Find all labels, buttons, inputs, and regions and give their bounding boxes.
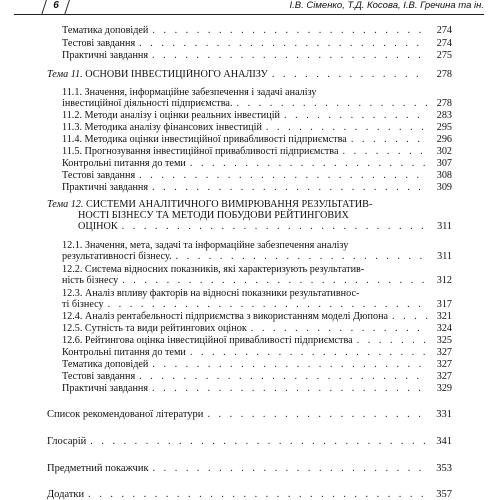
toc-entry-glossary[interactable] (47, 436, 452, 447)
toc-entry-title: Список рекомендованої літератури (47, 409, 204, 420)
toc-entry-page: 307 (436, 158, 452, 169)
toc-entry-title: ті бізнесу (62, 299, 104, 310)
toc-entry[interactable] (62, 146, 452, 157)
toc-entry[interactable] (62, 134, 452, 145)
running-head-authors: І.В. Сіменко, Т.Д. Косова, І.В. Гречина та ін. (289, 0, 484, 11)
toc-entry[interactable] (62, 359, 452, 370)
page-header (14, 0, 484, 15)
toc-entry-page: 312 (436, 275, 452, 286)
toc-entry-page: 327 (436, 359, 452, 370)
toc-entry[interactable] (62, 182, 452, 193)
toc-leader-dots (357, 335, 428, 346)
toc-entry[interactable] (62, 323, 452, 334)
toc-leader-dots (122, 221, 428, 232)
toc-entry-bibliography[interactable] (47, 409, 452, 420)
toc-entry-page: 353 (436, 463, 452, 474)
page-number-box (41, 0, 71, 15)
toc-leader-dots (139, 38, 428, 49)
toc-entry[interactable] (62, 25, 452, 36)
toc-leader-dots (190, 158, 428, 169)
toc-leader-dots (207, 409, 428, 420)
toc-entry-title: 11.3. Методика аналізу фінансових інвестицій (62, 122, 262, 133)
toc-entry-title: 11.2. Методи аналізу і оцінки реальних інвестицій (62, 110, 280, 121)
toc-entry[interactable] (62, 251, 452, 262)
toc-leader-dots (153, 463, 428, 474)
toc-entry[interactable] (62, 299, 452, 310)
toc-leader-dots (139, 170, 428, 181)
toc-leader-dots (90, 436, 428, 447)
theme-12-label: Тема 12. (47, 199, 84, 210)
toc-entry[interactable] (62, 98, 452, 109)
toc-entry-title: Тестові завдання (62, 170, 136, 181)
toc-entry[interactable] (62, 371, 452, 382)
toc-entry-title: Практичні завдання (62, 182, 149, 193)
toc-entry-title: Тематика доповідей (62, 25, 149, 36)
toc-leader-dots (152, 25, 428, 36)
toc-entry-page: 317 (436, 299, 452, 310)
toc-entry-title: Практичні завдання (62, 50, 149, 61)
toc-entry-title: Тестові завдання (62, 38, 136, 49)
toc-entry-page: 309 (436, 182, 452, 193)
toc-entry-title: 12.4. Аналіз рентабельності підприємства з використанням моделі Дюпона (62, 311, 389, 322)
toc-entry-title: ність бізнесу (62, 275, 119, 286)
toc-entry-title: Предметний покажчик (47, 463, 149, 474)
toc-entry-title: результативності бізнесу. (62, 251, 172, 262)
toc-entry-page: 357 (436, 489, 452, 500)
toc-entry-page: 311 (437, 251, 452, 262)
toc-entry-title: Глосарій (47, 436, 87, 447)
toc-entry-page: 327 (436, 371, 452, 382)
toc-entry-subject-index[interactable] (47, 463, 452, 474)
theme-12-heading-line1[interactable] (47, 199, 372, 210)
toc-leader-dots (176, 251, 428, 262)
toc-leader-dots (251, 323, 428, 334)
toc-entry-page: 324 (436, 323, 452, 334)
toc-leader-dots (152, 359, 428, 370)
toc-entry[interactable] (62, 50, 452, 61)
toc-entry[interactable] (62, 347, 452, 358)
toc-entry[interactable] (62, 110, 452, 121)
theme-12-page: 311 (437, 221, 452, 232)
toc-entry-page: 302 (436, 146, 452, 157)
toc-entry-page: 295 (436, 122, 452, 133)
toc-leader-dots (343, 146, 429, 157)
toc-leader-dots (190, 347, 428, 358)
toc-entry-title: Практичні завдання (62, 383, 149, 394)
toc-leader-dots (152, 383, 428, 394)
theme-11-title: ОСНОВИ ІНВЕСТИЦІЙНОГО АНАЛІЗУ (85, 69, 268, 80)
toc-entry-title: Тестові завдання (62, 371, 136, 382)
page-number: 6 (53, 0, 59, 11)
toc-entry-page: 274 (436, 38, 452, 49)
toc-entry-title: 12.5. Сутність та види рейтингових оцінок (62, 323, 247, 334)
toc-entry[interactable] (62, 383, 452, 394)
toc-leader-dots (272, 69, 428, 80)
toc-entry-title: Додатки (47, 489, 85, 500)
toc-leader-dots (122, 275, 428, 286)
toc-entry[interactable] (62, 158, 452, 169)
toc-entry-appendices[interactable] (47, 489, 452, 500)
toc-entry-page: 296 (436, 134, 452, 145)
theme-11-label: Тема 11. (47, 69, 83, 80)
toc-entry-title: Контрольні питання до теми (62, 347, 186, 358)
theme-12-title-line2[interactable]: НОСТІ БІЗНЕСУ ТА МЕТОДИ ПОБУДОВИ РЕЙТИНГОВИХ (78, 210, 349, 221)
toc-entry-12-3-line1[interactable]: 12.3. Аналіз впливу факторів на відносні показники результативнос- (62, 288, 360, 299)
theme-11-page: 278 (436, 69, 452, 80)
toc-entry-page: 308 (436, 170, 452, 181)
toc-entry[interactable] (62, 38, 452, 49)
theme-12-title-line1: СИСТЕМИ АНАЛІТИЧНОГО ВИМІРЮВАННЯ РЕЗУЛЬТАТИВ- (86, 199, 373, 210)
toc-entry-page: 275 (436, 50, 452, 61)
toc-entry-page: 321 (436, 311, 452, 322)
toc-entry-title: 11.4. Методика оцінки інвестиційної привабливості підприємства (62, 134, 347, 145)
toc-leader-dots (236, 98, 428, 109)
toc-entry-title: Контрольні питання до теми (62, 158, 186, 169)
toc-entry-page: 274 (436, 25, 452, 36)
toc-entry-title: інвестиційної діяльності підприємства. (62, 98, 233, 109)
toc-leader-dots (351, 134, 428, 145)
toc-entry[interactable] (62, 335, 452, 346)
toc-leader-dots (152, 50, 428, 61)
toc-leader-dots (284, 110, 428, 121)
toc-entry-page: 278 (436, 98, 452, 109)
toc-entry[interactable] (62, 170, 452, 181)
toc-entry-title: Тематика доповідей (62, 359, 149, 370)
toc-entry-page: 341 (436, 436, 452, 447)
toc-entry-11-1-line1[interactable]: 11.1. Значення, інформаційне забезпечення і задачі аналізу (62, 87, 317, 98)
toc-leader-dots (152, 182, 428, 193)
toc-entry[interactable] (62, 311, 452, 322)
toc-entry-page: 325 (436, 335, 452, 346)
toc-entry-title: 12.6. Рейтингова оцінка інвестиційної привабливості підприємства (62, 335, 353, 346)
toc-entry[interactable] (62, 275, 452, 286)
toc-leader-dots (392, 311, 428, 322)
toc-leader-dots (108, 299, 428, 310)
toc-entry[interactable] (62, 122, 452, 133)
toc-entry-page: 283 (436, 110, 452, 121)
toc-entry-12-1-line1[interactable]: 12.1. Значення, мета, задачі та інформаційне забезпечення аналізу (62, 240, 349, 251)
toc-leader-dots (266, 122, 428, 133)
toc-entry-page: 327 (436, 347, 452, 358)
toc-entry-title: 11.5. Прогнозування інвестиційної привабливості підприємства (62, 146, 339, 157)
theme-11-heading[interactable] (47, 69, 452, 80)
toc-leader-dots (139, 371, 428, 382)
theme-12-heading-line3[interactable] (78, 221, 452, 232)
toc-entry-12-2-line1[interactable]: 12.2. Система відносних показників, які характеризують результатив- (62, 264, 365, 275)
toc-entry-page: 331 (436, 409, 452, 420)
toc-entry-page: 329 (436, 383, 452, 394)
theme-12-title-line3: ОЦІНОК (78, 221, 118, 232)
toc-leader-dots (88, 489, 428, 500)
